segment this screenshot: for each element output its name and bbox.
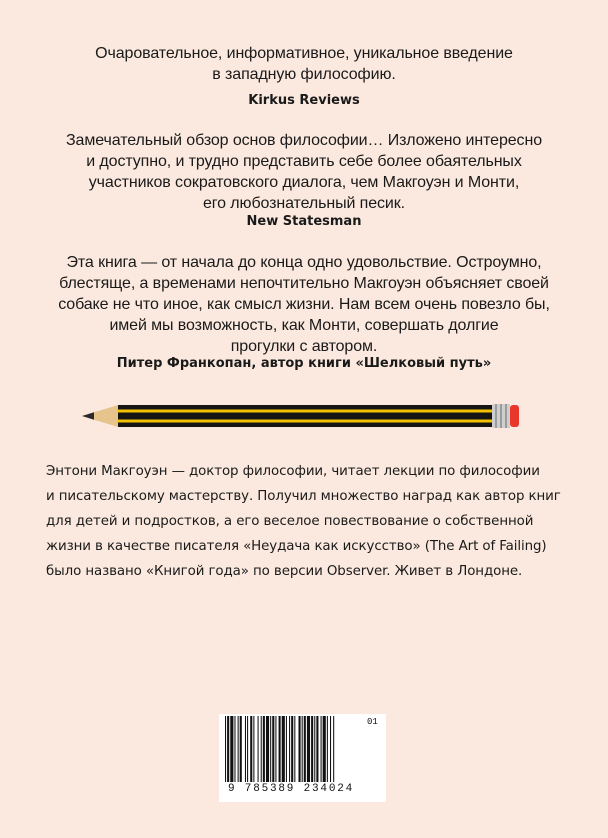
barcode-bar (321, 716, 322, 782)
barcode-bar (291, 716, 293, 782)
barcode-addon: 01 (367, 717, 378, 727)
quote-line: его любознательный песик. (202, 195, 406, 212)
bio-line: жизни в качестве писателя «Неудача как искусство» (The Art of Failing) (46, 539, 547, 554)
barcode-bar (286, 716, 287, 782)
barcode-bar (302, 716, 303, 782)
barcode-bar (270, 716, 271, 782)
pencil-tip (82, 412, 94, 419)
quote-line: Эта книга — от начала до конца одно удовольствие. Остроумно, (66, 254, 542, 271)
barcode-bar (314, 716, 315, 782)
quote-line: имей мы возможность, как Монти, совершать долгие (109, 317, 499, 334)
bio-line: для детей и подростков, а его веселое повествование о собственной (46, 514, 534, 529)
barcode-bar (247, 716, 248, 782)
review-quote-3 (40, 252, 568, 357)
review-quote-2 (40, 130, 568, 214)
barcode-bar (304, 716, 306, 782)
review-source-2: New Statesman (246, 214, 362, 229)
barcode-bar (253, 716, 254, 782)
quote-line: Очаровательное, информативное, уникальное введение (95, 45, 513, 62)
bio-line: и писательскому мастерству. Получил множество наград как автор книг (46, 489, 561, 504)
isbn-barcode (219, 714, 386, 802)
barcode-bar (227, 716, 229, 782)
bio-line: было названо «Книгой года» по версии Observer. Живет в Лондоне. (46, 564, 523, 579)
barcode-bar (327, 716, 328, 782)
barcode-bar (275, 716, 276, 782)
barcode-bar (333, 716, 334, 782)
barcode-bar (240, 716, 242, 782)
barcode-bar (250, 716, 252, 782)
bio-line: Энтони Макгоуэн — доктор философии, читает лекции по философии (46, 464, 540, 479)
barcode-bar (289, 716, 290, 782)
quote-line: блестяще, а временами непочтительно Макгоуэн объясняет своей (59, 275, 549, 292)
pencil-eraser (510, 405, 519, 427)
pencil-illustration (70, 399, 520, 435)
barcode-bar (258, 716, 259, 782)
quote-line: и доступно, и трудно представить себе более обаятельных (86, 153, 522, 170)
barcode-bar (307, 716, 310, 782)
barcode-bar (263, 716, 265, 782)
author-bio (46, 459, 576, 584)
barcode-bar (230, 716, 233, 782)
barcode-bar (272, 716, 274, 782)
barcode-bar (323, 716, 326, 782)
quote-line: участников сократовского диалога, чем Макгоуэн и Монти, (88, 174, 520, 191)
barcode-bar (279, 716, 281, 782)
review-source-1: Kirkus Reviews (248, 93, 360, 108)
review-quote-1 (40, 43, 568, 85)
barcode-bar (234, 716, 235, 782)
barcode-bar (311, 716, 313, 782)
barcode-bar (330, 716, 331, 782)
quote-line: прогулки с автором. (230, 338, 378, 355)
barcode-bars (224, 716, 374, 782)
barcode-bar (282, 716, 285, 782)
barcode-bar (294, 716, 295, 782)
quote-line: в западную философию. (212, 66, 396, 83)
barcode-bar (316, 716, 318, 782)
barcode-bar (238, 716, 239, 782)
barcode-bar (266, 716, 269, 782)
barcode-bar (299, 716, 301, 782)
quote-line: собаке не что иное, как смысл жизни. Нам всем очень повезло бы, (58, 296, 550, 313)
barcode-bar (225, 716, 226, 782)
barcode-bar (261, 716, 262, 782)
quote-line: Замечательный обзор основ философии… Изложено интересно (65, 132, 542, 149)
review-source-3: Питер Франкопан, автор книги «Шелковый путь» (116, 356, 492, 371)
barcode-bar (245, 716, 246, 782)
barcode-digits: 9 785389 234024 (228, 783, 355, 795)
